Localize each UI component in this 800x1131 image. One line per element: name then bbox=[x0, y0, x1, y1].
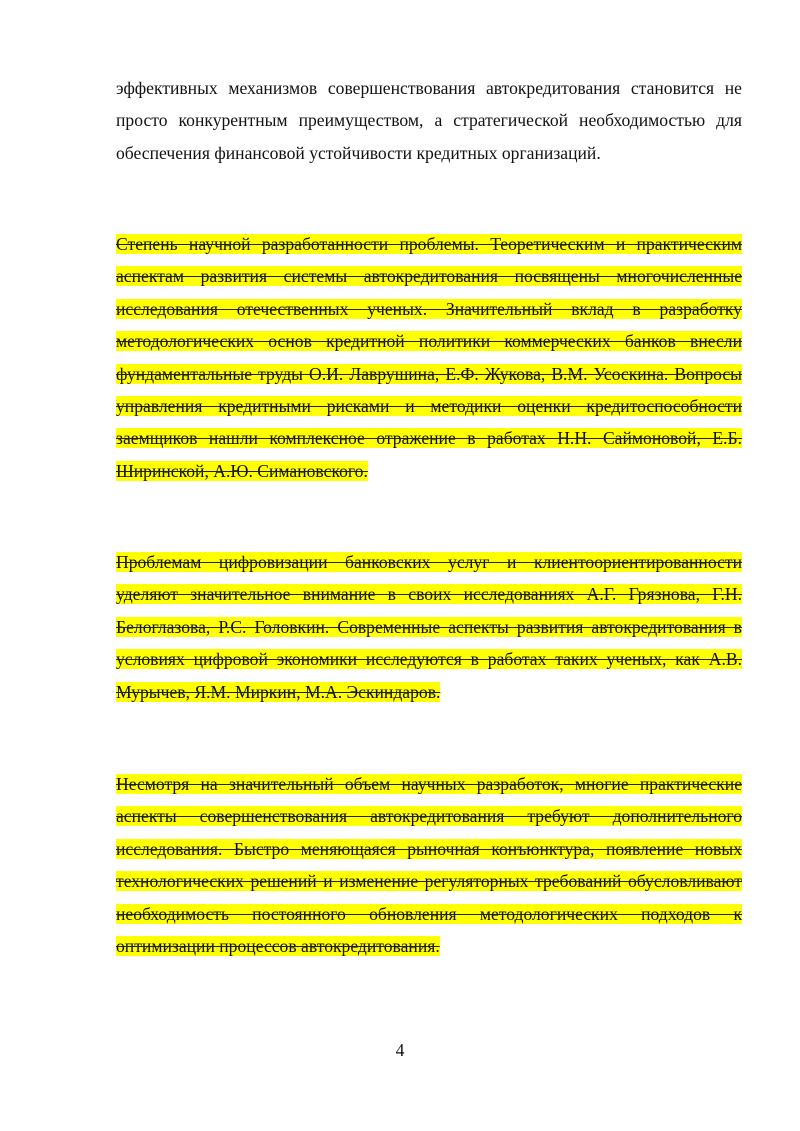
research-gap-paragraph bbox=[116, 768, 742, 962]
research-gap-paragraph-text: Несмотря на значительный объем научных разработок, многие практические аспекты совершенствования автокредитования требуют дополнительного исследования. Быстро меняющаяся рыночная конъюнктура, появление новых технологических решений и изменение регуляторных требований обусловливают необходимость постоянного обновления методологических подходов к оптимизации процессов автокредитования. bbox=[116, 774, 742, 957]
digitalization-paragraph-text: Проблемам цифровизации банковских услуг и клиентоориентированности уделяют значительное внимание в своих исследованиях А.Г. Грязнова, Г.Н. Белоглазова, Р.С. Головкин. Современные аспекты развития автокредитования в условиях цифровой экономики исследуются в работах таких ученых, как А.В. Мурычев, Я.М. Миркин, М.А. Эскиндаров. bbox=[116, 552, 742, 702]
page-number: 4 bbox=[395, 1040, 405, 1060]
intro-paragraph-text: эффективных механизмов совершенствования автокредитования становится не просто конкурентным преимуществом, а стратегической необходимостью для обеспечения финансовой устойчивости кредитных организаций. bbox=[116, 78, 742, 163]
research-degree-paragraph bbox=[116, 228, 742, 487]
intro-paragraph bbox=[116, 72, 742, 169]
digitalization-paragraph bbox=[116, 546, 742, 708]
research-degree-paragraph-text: Степень научной разработанности проблемы. Теоретическим и практическим аспектам развития системы автокредитования посвящены многочисленные исследования отечественных ученых. Значительный вклад в разработку методологических основ кредитной политики коммерческих банков внесли фундаментальные труды О.И. Лаврушина, Е.Ф. Жукова, В.М. Усоскина. Вопросы управления кредитными рисками и методики оценки кредитоспособности заемщиков нашли комплексное отражение в работах Н.Н. Саймоновой, Е.Б. Ширинской, А.Ю. Симановского. bbox=[116, 234, 742, 481]
